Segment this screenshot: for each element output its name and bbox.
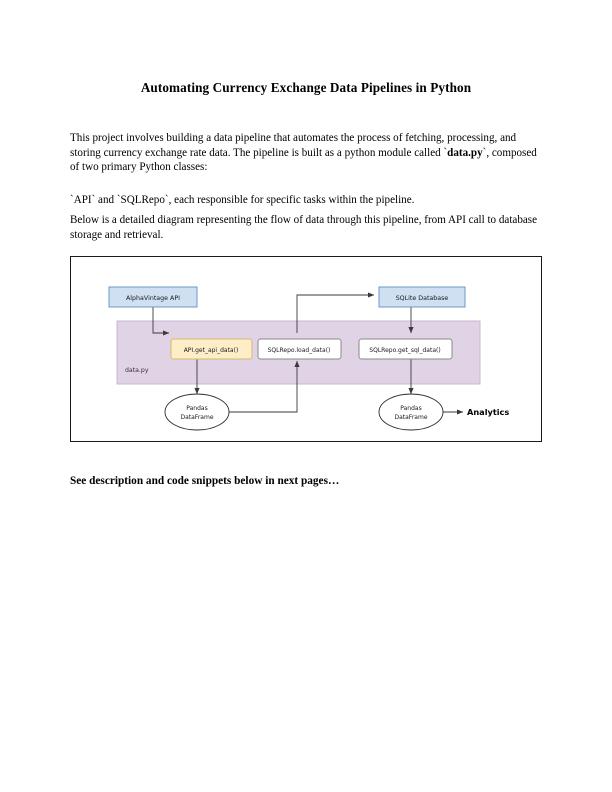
node-sqlite-database-label: SQLite Database <box>395 295 449 302</box>
diagram-intro-paragraph: Below is a detailed diagram representing the flow of data through this pipeline, from API call to database storage and retrieval. <box>70 214 538 241</box>
node-sqlite-database[interactable] <box>379 287 465 307</box>
node-sqlrepo-get-sql-data[interactable] <box>359 339 452 359</box>
classes-paragraph: `API` and `SQLRepo`, each responsible for specific tasks within the pipeline. <box>70 194 415 207</box>
intro-paragraph-part-2: `, composed of two primary Python classes: <box>70 146 537 173</box>
node-pandas-dataframe-right-label-line-2: DataFrame <box>394 414 428 421</box>
node-api-get-api-data-label: API.get_api_data() <box>183 347 239 354</box>
node-sqlrepo-get-sql-data-label: SQLRepo.get_sql_data() <box>369 347 441 354</box>
node-sqlrepo-load-data-label: SQLRepo.load_data() <box>267 347 331 354</box>
node-pandas-dataframe-left-label-line-2: DataFrame <box>180 414 214 421</box>
pipeline-diagram <box>70 256 542 442</box>
node-sqlrepo-load-data[interactable] <box>258 339 341 359</box>
closing-note: See description and code snippets below in next pages… <box>70 475 340 487</box>
node-pandas-dataframe-left[interactable] <box>165 394 229 430</box>
data-py-group-label: data.py <box>125 367 149 374</box>
node-pandas-dataframe-right-label-line-1: Pandas <box>400 405 422 412</box>
intro-paragraph-part-1: This project involves building a data pipeline that automates the process of fetching, processing, and storing currency exchange rate data. The pipeline is built as a python module called ` <box>70 132 517 159</box>
node-alphavintage-api-label: AlphaVintage API <box>126 295 180 302</box>
module-name-code: data.py <box>447 146 483 159</box>
node-api-get-api-data[interactable] <box>171 339 252 359</box>
pipeline-diagram-svg <box>71 257 540 440</box>
node-pandas-dataframe-right[interactable] <box>379 394 443 430</box>
node-alphavintage-api[interactable] <box>109 287 197 307</box>
node-pandas-dataframe-left-label-line-1: Pandas <box>186 405 208 412</box>
page-title: Automating Currency Exchange Data Pipelines in Python <box>140 80 472 95</box>
intro-paragraph <box>70 131 543 174</box>
node-analytics-label: Analytics <box>467 407 510 417</box>
